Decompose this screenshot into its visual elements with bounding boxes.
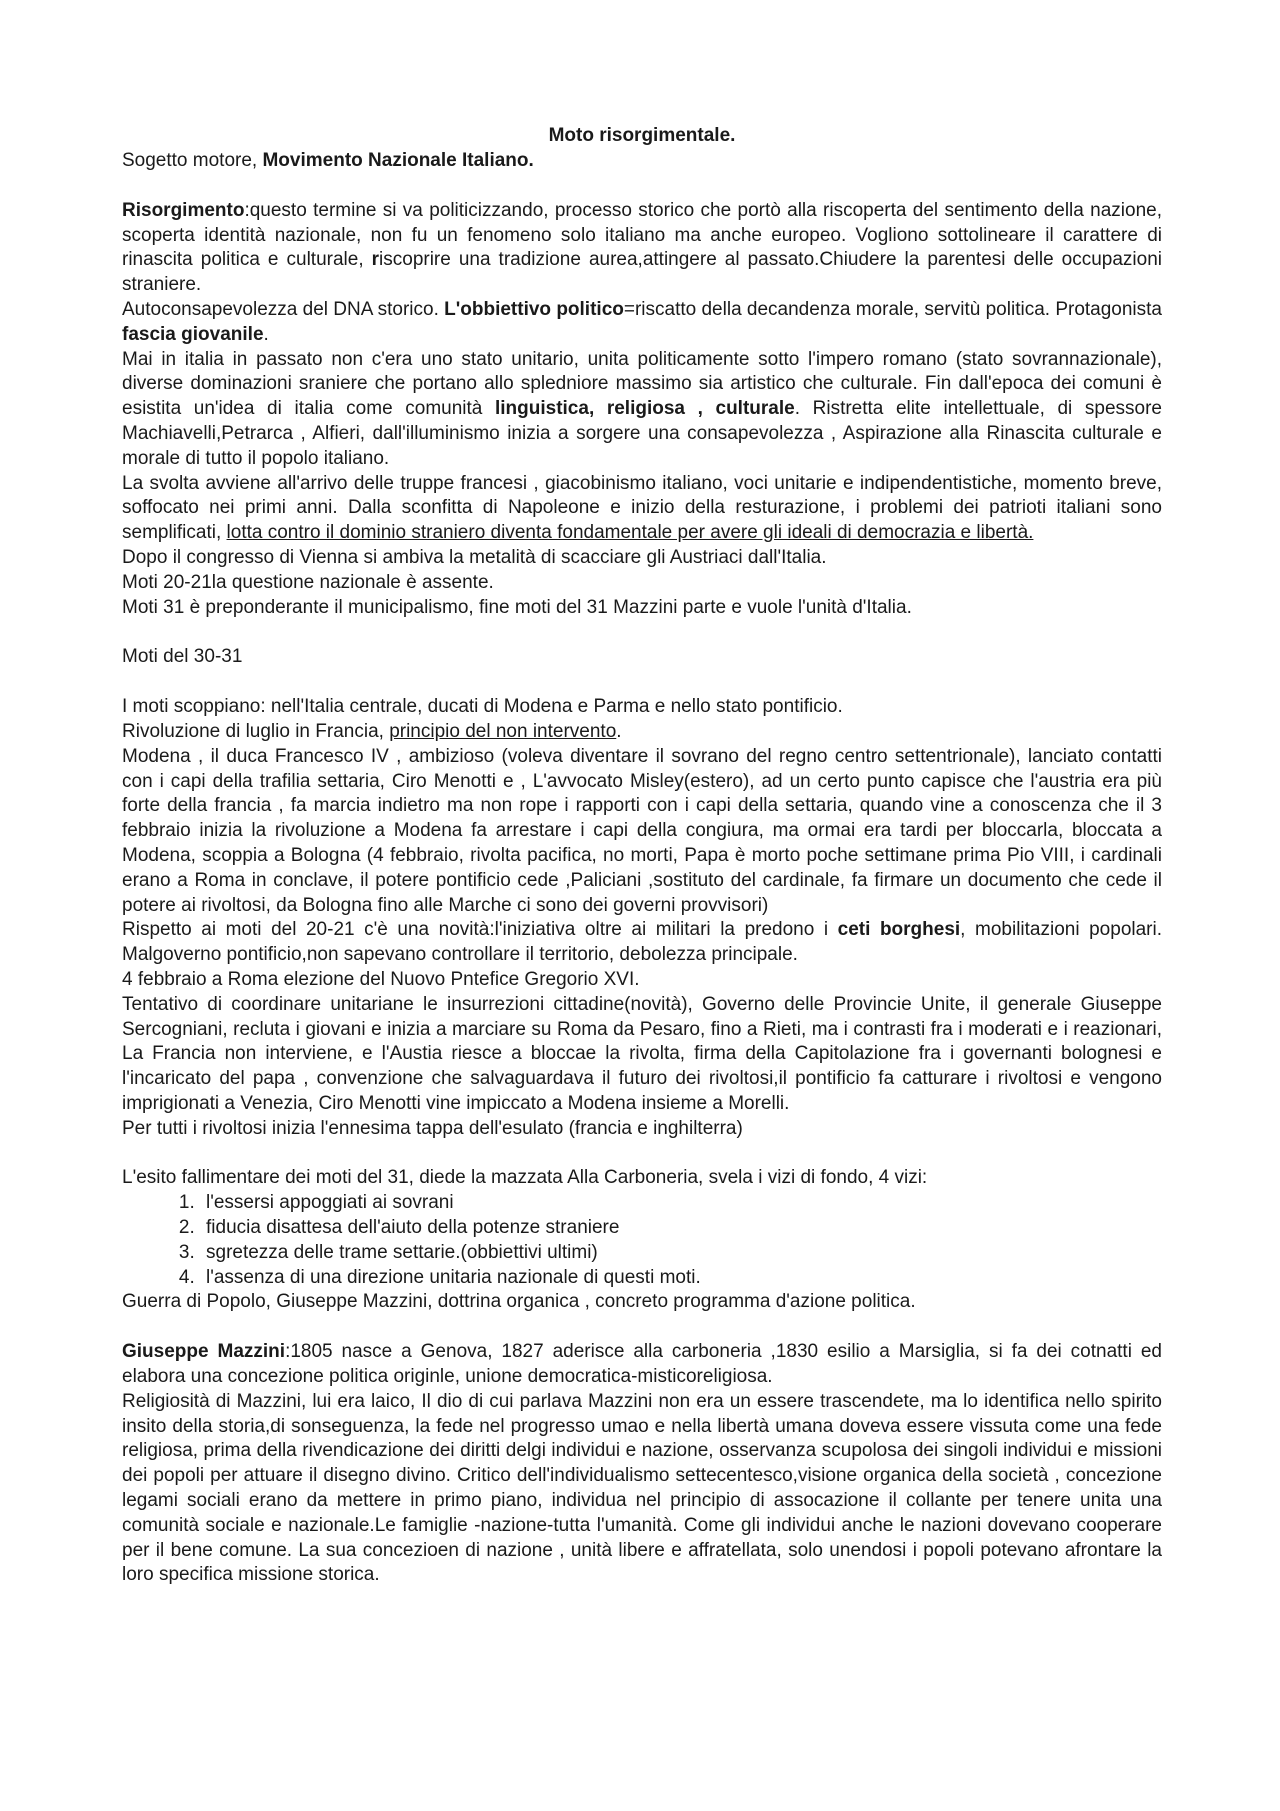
autocons-text-3: . — [263, 323, 269, 345]
vizi-list — [122, 1191, 1162, 1290]
risorgimento-text-1: :questo termine si va politicizzando, processo storico che portò alla riscoperta del sentimento della nazione, scoperta identità nazionale, non fu un fenomeno solo italiano ma anche europeo. Vogliono sottolineare il carattere di rinascita politica e culturale, — [122, 199, 1162, 271]
risorgimento-r: r — [371, 249, 380, 271]
esulato-paragraph: Per tutti i rivoltosi inizia l'ennesima tappa dell'esulato (francia e inghilterra) — [122, 1117, 743, 1139]
mai-text-2: . Ristretta elite intellettuale, di spessore Machiavelli,Petrarca , Alfieri, dall'illuminismo inizia a sorgere una consapevolezza , Aspirazione alla Rinascita culturale e morale di tutto il popolo italiano. — [122, 398, 1162, 469]
moti-2021-paragraph: Moti 20-21la questione nazionale è assente. — [122, 571, 494, 593]
mai-text-1: Mai in italia in passato non c'era uno stato unitario, unita politicamente sotto l'impero romano (stato sovrannazionale), diverse dominazioni sraniere che portano allo spledniore massimo sia artistico che culturale. Fin dall'epoca dei comuni è esistita un'idea di italia come comunità — [122, 348, 1162, 420]
autocons-text-1: Autoconsapevolezza del DNA storico. — [122, 298, 445, 320]
document-title: Moto risorgimentale. — [548, 125, 736, 146]
mai-bold: linguistica, religiosa , culturale — [494, 398, 795, 420]
rivoluzione-text-2: . — [616, 720, 622, 742]
svolta-paragraph — [122, 472, 1162, 546]
subject-line — [122, 149, 1162, 174]
autocons-bold-1: L'obbiettivo politico — [444, 298, 624, 320]
rispetto-text-1: Rispetto ai moti del 20-21 c'è una novità:l'iniziativa oltre ai militari la predono i — [122, 919, 838, 941]
document-page — [122, 0, 1162, 1588]
risorgimento-text-2: iscoprire una tradizione aurea,attingere al passato.Chiudere la parentesi delle occupazioni straniere. — [122, 249, 1163, 296]
rivoluzione-text-1: Rivoluzione di luglio in Francia, — [122, 720, 390, 742]
autocons-bold-2: fascia giovanile — [122, 323, 264, 345]
mazzini-name: Giuseppe Mazzini — [122, 1341, 286, 1363]
svolta-underline: lotta contro il dominio straniero diventa fondamentale per avere gli ideali di democrazia e libertà. — [226, 522, 1034, 544]
list-item: 2. fiducia disattesa dell'aiuto della potenze straniere — [200, 1216, 1162, 1241]
rispetto-bold: ceti borghesi — [837, 919, 961, 941]
rivoluzione-underline: principio del non intervento — [389, 720, 617, 742]
guerra-paragraph: Guerra di Popolo, Giuseppe Mazzini, dottrina organica , concreto programma d'azione politica. — [122, 1291, 916, 1313]
autocons-text-2: =riscatto della decandenza morale, servitù politica. Protagonista — [623, 298, 1162, 320]
risorgimento-paragraph — [122, 199, 1162, 298]
subject-bold: Movimento Nazionale Italiano. — [262, 150, 534, 171]
rispetto-paragraph — [122, 918, 1162, 968]
section-heading: Moti del 30-31 — [122, 646, 243, 668]
esito-paragraph: L'esito fallimentare dei moti del 31, diede la mazzata Alla Carboneria, svela i vizi di fondo, 4 vizi: — [122, 1167, 928, 1189]
autoconsapevolezza-paragraph — [122, 298, 1162, 348]
modena-paragraph: Modena , il duca Francesco IV , ambizioso (voleva diventare il sovrano del regno centro settentrionale), lanciato contatti con i capi della trafilia settaria, Ciro Menotti e , L'avvocato Misley(estero), ad un certo punto capisce che l'austria era più forte della francia , fa marcia indietro ma non rope i rapporti con i capi della settaria, quando vine a conoscenza che il 3 febbraio inizia la rivoluzione a Modena fa arrestare i capi della congiura, ma ormai era tardi per bloccarla, bloccata a Modena, scoppia a Bologna (4 febbraio, rivolta pacifica, no morti, Papa è morto poche settimane prima Pio VIII, i cardinali erano a Roma in conclave, il potere pontificio cede ,Paliciani ,sostituto del cardinale, fa firmare un documento che cede il potere ai rivoltosi, da Bologna fino alle Marche ci sono dei governi provvisori) — [122, 745, 1162, 916]
list-item: 4. l'assenza di una direzione unitaria nazionale di questi moti. — [200, 1266, 1162, 1291]
tentativo-paragraph: Tentativo di coordinare unitariane le insurrezioni cittadine(novità), Governo delle Provincie Unite, il generale Giuseppe Sercogniani, recluta i giovani e inizia a marciare su Roma da Pesaro, fino a Rieti, ma i contrasti fra i moderati e i reazionari, La Francia non interviene, e l'Austia riesce a bloccae la rivolta, firma della Capitolazione fra i governanti bolognesi e l'incaricato del papa , convenzione che salvaguardava il futuro dei rivoltosi,il pontificio fa catturare i rivoltosi e vengono imprigionati a Venezia, Ciro Menotti vine impiccato a Modena insieme a Morelli. — [122, 993, 1162, 1114]
vienna-paragraph: Dopo il congresso di Vienna si ambiva la metalità di scacciare gli Austriaci dall'Italia. — [122, 546, 827, 568]
rivoluzione-paragraph — [122, 720, 1162, 745]
list-item: 1. l'essersi appoggiati ai sovrani — [200, 1191, 1162, 1216]
moti-31-paragraph: Moti 31 è preponderante il municipalismo, fine moti del 31 Mazzini parte e vuole l'unità d'Italia. — [122, 596, 912, 618]
mai-paragraph — [122, 348, 1162, 472]
risorgimento-term: Risorgimento — [122, 199, 245, 221]
subject-prefix: Sogetto motore, — [122, 150, 263, 171]
mazzini-paragraph — [122, 1340, 1162, 1390]
quattro-febbraio-paragraph: 4 febbraio a Roma elezione del Nuovo Pntefice Gregorio XVI. — [122, 968, 640, 990]
mazzini-text: :1805 nasce a Genova, 1827 aderisce alla carboneria ,1830 esilio a Marsiglia, si fa dei cotnatti ed elabora una concezione politica originle, unione democratica-misticoreligiosa. — [122, 1341, 1162, 1388]
religiosita-paragraph: Religiosità di Mazzini, lui era laico, Il dio di cui parlava Mazzini non era un essere trascendete, ma lo identifica nello spirito insito della storia,di sonseguenza, la fede nel progresso umao e nella libertà umana doveva essere vissuta come una fede religiosa, prima della rivendicazione dei diritti delgi individui e nazione, osservanza scupolosa dei singoli individui e missioni dei popoli per attuare il disegno divino. Critico dell'individualismo settecentesco,visione organica della società , concezione legami sociali erano da mettere in primo piano, individua nel principio di assocazione il collante per tenere unita una comunità sociale e nazionale.Le famiglie -nazione-tutta l'umanità. Come gli individui anche le nazioni dovevano cooperare per il bene comune. La sua concezioen di nazione , unità libere e affratellata, solo unendosi i popoli potevano afrontare la loro specifica missione storica. — [122, 1390, 1162, 1586]
list-item: 3. sgretezza delle trame settarie.(obbiettivi ultimi) — [200, 1241, 1162, 1266]
rispetto-text-2: , mobilitazioni popolari. Malgoverno pontificio,non sapevano controllare il territorio, debolezza principale. — [122, 919, 1162, 966]
svolta-text-1: La svolta avviene all'arrivo delle truppe francesi , giacobinismo italiano, voci unitarie e indipendentistiche, momento breve, soffocato nei primi anni. Dalla sconfitta di Napoleone e inizio della resturazione, i problemi dei patrioti italiani sono semplificati, — [122, 472, 1162, 544]
scoppiano-paragraph: I moti scoppiano: nell'Italia centrale, ducati di Modena e Parma e nello stato pontificio. — [122, 696, 843, 718]
